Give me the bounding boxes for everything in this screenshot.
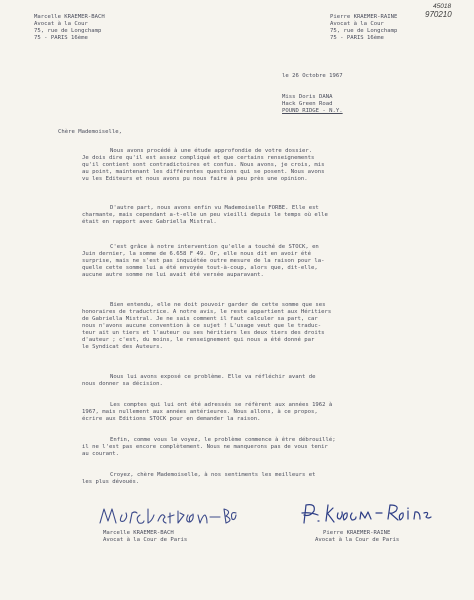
paragraph-line: Je dois dire qu'il est assez compliqué et que certains renseignements — [82, 155, 315, 161]
sender-right-name: Pierre KRAEMER-RAINE — [330, 14, 398, 20]
sender-left-title: Avocat à la Cour — [34, 21, 88, 27]
paragraph-8 — [82, 472, 315, 486]
signature-right-title: Avocat à la Cour de Paris — [315, 537, 400, 543]
paragraph-line: honoraires de traductrice. A notre avis, le reste appartient aux Héritiers — [82, 309, 332, 315]
signature-left-scribble — [96, 503, 246, 529]
sender-right-title: Avocat à la Cour — [330, 21, 384, 27]
signature-left-name: Marcelle KRAEMER-BACH — [103, 530, 174, 536]
paragraph-line: Les comptes qui lui ont été adressés se réfèrent aux années 1962 à — [110, 402, 333, 408]
paragraph-line: quelle cette somme lui a été envoyée tout-à-coup, alors que, dit-elle, — [82, 265, 318, 271]
signature-right-handwritten — [298, 499, 448, 527]
recipient-block — [282, 94, 343, 115]
paragraph-line: D'autre part, nous avons enfin vu Mademoiselle FORBE. Elle est — [110, 205, 319, 211]
paragraph-line: vu les Editeurs et nous avons pu nous faire à peu près une opinion. — [82, 176, 308, 182]
signature-right-block — [315, 530, 399, 544]
paragraph-line: Bien entendu, elle ne doit pouvoir garder de cette somme que ses — [110, 302, 326, 308]
paragraph-line: 1967, mais nullement aux années antérieures. Nous allons, à ce propos, — [82, 409, 318, 415]
paragraph-line: Enfin, comme vous le voyez, le problème commence à être débrouillé; — [110, 437, 336, 443]
paragraph-line: nous donner sa décision. — [82, 381, 163, 387]
paragraph-3 — [82, 244, 324, 279]
recipient-street: Hack Green Road — [282, 101, 333, 107]
archive-number-right: 970210 — [425, 10, 452, 19]
paragraph-line: au point, maintenant les différentes questions qui se posent. Nous avons — [82, 169, 325, 175]
paragraph-1 — [82, 148, 324, 183]
paragraph-7 — [82, 437, 336, 458]
archive-number-top: 45018 — [433, 3, 452, 10]
paragraph-line: nous n'avons aucune convention à ce sujet ! L'usage veut que le traduc- — [82, 323, 322, 329]
sender-right-street: 75, rue de Longchamp — [330, 28, 398, 34]
paragraph-line: était en rapport avec Gabriella Mistral. — [82, 219, 217, 225]
letterhead-right — [330, 14, 397, 42]
paragraph-line: de Gabriella Mistral. Je ne sais comment il faut calculer sa part, car — [82, 316, 318, 322]
paragraph-line: surprise, mais ne s'est pas inquiétée outre mesure de la raison pour la- — [82, 258, 325, 264]
paragraph-line: charmante, mais cependant a-t-elle un peu vieilli depuis le temps où elle — [82, 212, 328, 218]
recipient-city: POUND RIDGE - N.Y. — [282, 108, 343, 114]
paragraph-line: C'est grâce à notre intervention qu'elle a touché de STOCK, en — [110, 244, 319, 250]
paragraph-line: d'auteur ; c'est, du moins, le renseignement qui nous a été donné par — [82, 337, 315, 343]
recipient-name: Miss Doris DANA — [282, 94, 333, 100]
salutation: Chère Mademoiselle, — [58, 129, 122, 135]
sender-left-city: 75 - PARIS 16ème — [34, 35, 88, 41]
paragraph-line: qu'il contient sont contradictoires et confus. Nous avons, je crois, mis — [82, 162, 325, 168]
paragraph-line: teur ait un tiers et l'auteur ou ses héritiers les deux tiers des droits — [82, 330, 325, 336]
letter-date: le 26 Octobre 1967 — [282, 73, 343, 79]
paragraph-line: il ne l'est pas encore complètement. Nous ne manquerons pas de vous tenir — [82, 444, 328, 450]
paragraph-line: aucune autre somme ne lui avait été versée auparavant. — [82, 272, 264, 278]
paragraph-2 — [82, 205, 328, 226]
signature-right-name: Pierre KRAEMER-RAINE — [323, 530, 391, 536]
paragraph-line: Juin dernier, la somme de 6.658 F 49. Or, elle nous dit en avoir été — [82, 251, 312, 257]
signature-left-block — [103, 530, 187, 544]
paragraph-line: Croyez, chère Mademoiselle, à nos sentiments les meilleurs et — [110, 472, 316, 478]
paragraph-6 — [82, 402, 332, 423]
paragraph-line: écrire aux Editions STOCK pour en demander la raison. — [82, 416, 261, 422]
paragraph-line: au courant. — [82, 451, 120, 457]
signature-left-handwritten — [96, 503, 246, 529]
sender-left-name: Marcelle KRAEMER-BACH — [34, 14, 105, 20]
signature-right-scribble — [298, 499, 448, 527]
sender-left-street: 75, rue de Longchamp — [34, 28, 102, 34]
paragraph-line: le Syndicat des Auteurs. — [82, 344, 163, 350]
letterhead-left — [34, 14, 105, 42]
sender-right-city: 75 - PARIS 16ème — [330, 35, 384, 41]
paragraph-5 — [82, 374, 315, 388]
signature-left-title: Avocat à la Cour de Paris — [103, 537, 188, 543]
paragraph-4 — [82, 302, 331, 351]
paragraph-line: les plus dévoués. — [82, 479, 140, 485]
paragraph-line: Nous avons procédé à une étude approfondie de votre dossier. — [110, 148, 313, 154]
paragraph-line: Nous lui avons exposé ce problème. Elle va réfléchir avant de — [110, 374, 316, 380]
